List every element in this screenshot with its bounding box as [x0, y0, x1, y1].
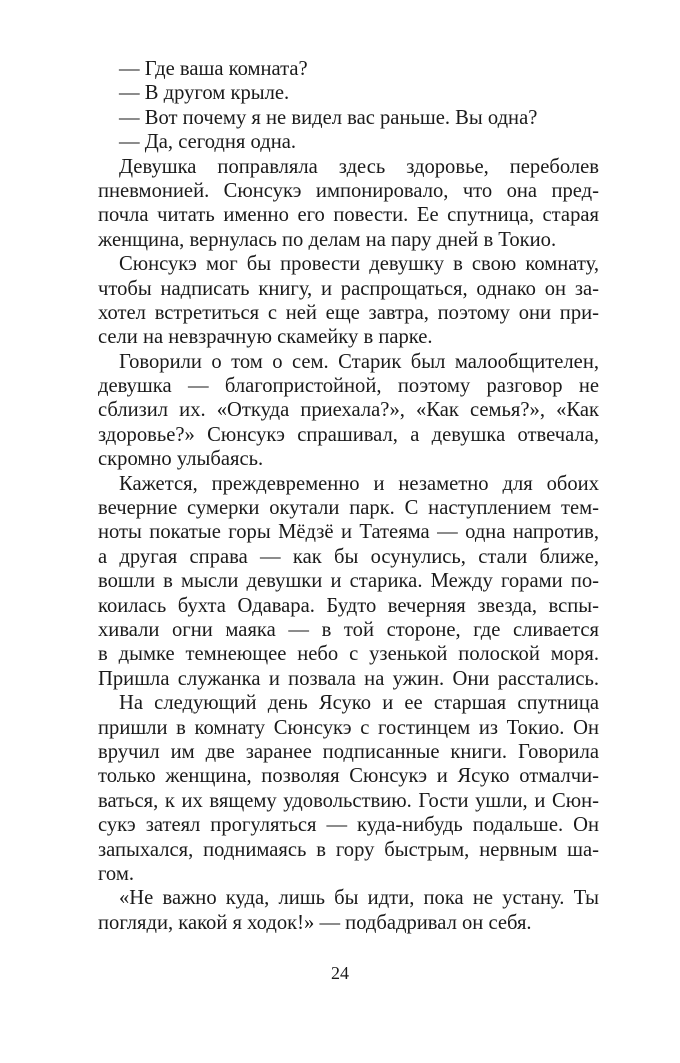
- text-line: в дымке темнеющее небо с узенькой полоской моря.: [98, 643, 599, 666]
- text-line: вошли в мысли девушки и старика. Между горами по-: [98, 570, 599, 593]
- text-line: девушка — благопристойной, поэтому разговор не: [98, 375, 599, 398]
- text-line: пришли в комнату Сюнсукэ с гостинцем из Токио. Он: [98, 716, 599, 739]
- body-text: [98, 57, 599, 935]
- text-line: погляди, какой я ходок!» — подбадривал он себя.: [98, 911, 532, 934]
- text-line: только женщина, позволяя Сюнсукэ и Ясуко отмалчи-: [98, 765, 599, 788]
- text-line: хотел встретиться с ней еще завтра, поэтому они при-: [98, 301, 599, 324]
- text-line: коилась бухта Одавара. Будто вечерняя звезда, вспы-: [98, 594, 599, 617]
- text-line: женщина, вернулась по делам на пару дней в Токио.: [98, 228, 557, 251]
- text-line: пневмонией. Сюнсукэ импонировало, что она пред-: [98, 179, 599, 202]
- text-line: ноты покатые горы Мёдзё и Татеяма — одна напротив,: [98, 521, 599, 544]
- text-line: сблизил их. «Откуда приехала?», «Как семья?», «Как: [98, 399, 599, 422]
- text-line: сукэ затеял прогуляться — куда-нибудь подальше. Он: [98, 814, 599, 837]
- text-line: Девушка поправляла здесь здоровье, переболев: [119, 155, 599, 178]
- text-line: вечерние сумерки окутали парк. С наступлением тем-: [98, 497, 599, 520]
- text-line: хивали огни маяка — в той стороне, где сливается: [98, 618, 599, 641]
- text-line: — Вот почему я не видел вас раньше. Вы одна?: [119, 106, 538, 129]
- text-line: — В другом крыле.: [119, 82, 290, 105]
- text-line: Кажется, преждевременно и незаметно для обоих: [119, 472, 599, 495]
- text-line: На следующий день Ясуко и ее старшая спутница: [119, 692, 599, 715]
- text-line: ваться, к их вящему удовольствию. Гости ушли, и Сюн-: [98, 789, 599, 812]
- page-number: 24: [331, 963, 349, 983]
- text-line: — Где ваша комната?: [119, 58, 308, 80]
- text-line: скромно улыбаясь.: [98, 448, 264, 471]
- text-line: гом.: [98, 862, 135, 885]
- text-line: почла читать именно его повести. Ее спутница, старая: [98, 204, 599, 227]
- text-line: чтобы надписать книгу, и распрощаться, однако он за-: [98, 277, 599, 300]
- text-line: здоровье?» Сюнсукэ спрашивал, а девушка отвечала,: [98, 423, 599, 446]
- text-line: сели на невзрачную скамейку в парке.: [98, 326, 433, 349]
- text-line: Говорили о том о сем. Старик был малообщителен,: [119, 350, 599, 373]
- text-line: Сюнсукэ мог бы провести девушку в свою комнату,: [119, 253, 599, 276]
- text-line: вручил им две заранее подписанные книги. Говорила: [98, 740, 599, 763]
- text-line: «Не важно куда, лишь бы идти, пока не устану. Ты: [119, 887, 599, 910]
- text-line: а другая справа — как бы осунулись, стали ближе,: [98, 545, 599, 568]
- text-line: запыхался, поднимаясь в гору быстрым, нервным ша-: [98, 838, 599, 861]
- text-line: Пришла служанка и позвала на ужин. Они расстались.: [98, 667, 599, 690]
- text-line: — Да, сегодня одна.: [119, 131, 297, 154]
